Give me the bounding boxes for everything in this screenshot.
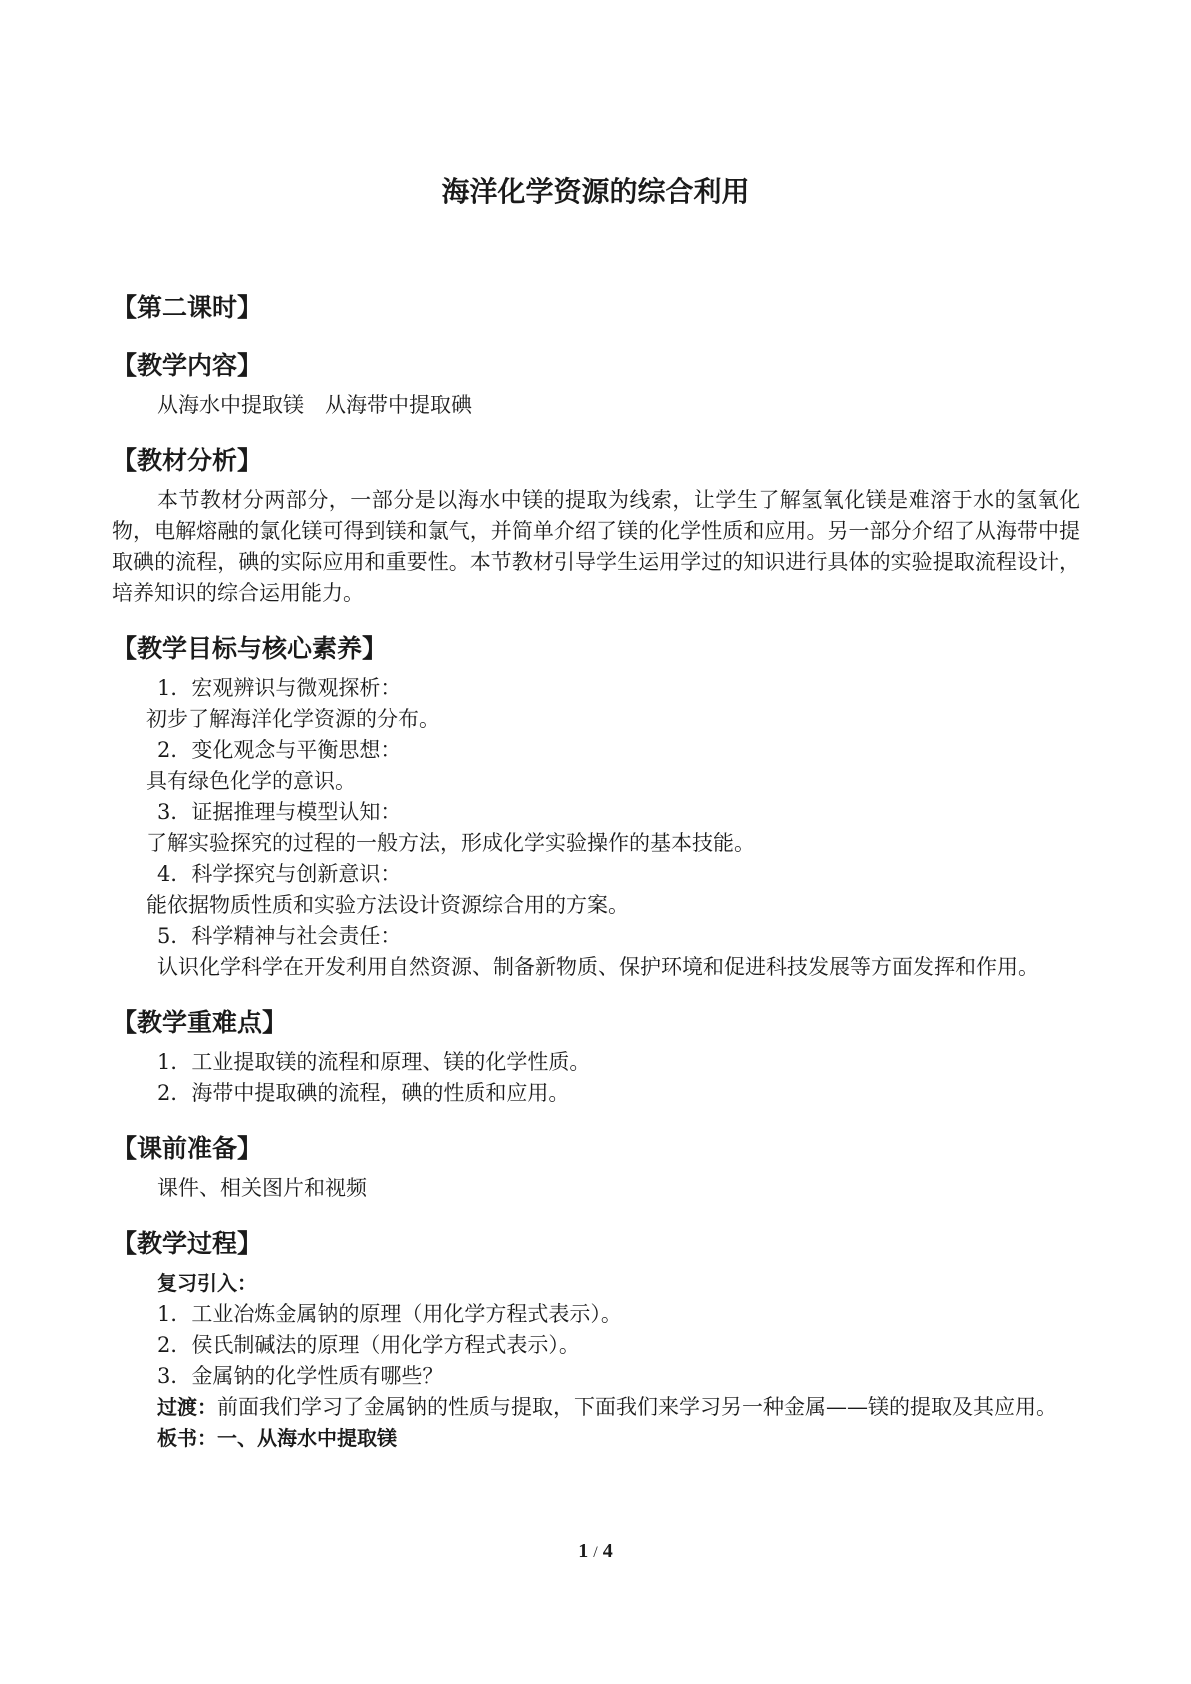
document-title: 海洋化学资源的综合利用 — [441, 175, 750, 208]
document-body — [112, 290, 1080, 1454]
teaching-content-heading: 【教学内容】 — [112, 351, 263, 380]
objectives-list — [112, 673, 1080, 983]
transition-text: 前面我们学习了金属钠的性质与提取，下面我们来学习另一种金属——镁的提取及其应用。 — [217, 1395, 1057, 1419]
objective-label: 4．科学探究与创新意识： — [157, 862, 402, 886]
key-point-item: 2．海带中提取碘的流程，碘的性质和应用。 — [157, 1081, 570, 1105]
objective-desc: 认识化学科学在开发利用自然资源、制备新物质、保护环境和促进科技发展等方面发挥和作用。 — [157, 955, 1039, 979]
review-item: 1．工业冶炼金属钠的原理（用化学方程式表示）。 — [157, 1302, 622, 1326]
board-label: 板书：一、从海水中提取镁 — [157, 1426, 397, 1450]
preparation-heading: 【课前准备】 — [112, 1134, 263, 1163]
key-points-heading: 【教学重难点】 — [112, 1008, 288, 1037]
page-separator: / — [593, 1544, 598, 1561]
material-analysis-heading: 【教材分析】 — [112, 446, 263, 475]
page-number — [0, 1540, 1191, 1563]
lesson-period-heading: 【第二课时】 — [112, 293, 263, 322]
key-point-item: 1．工业提取镁的流程和原理、镁的化学性质。 — [157, 1050, 591, 1074]
objective-desc: 了解实验探究的过程的一般方法，形成化学实验操作的基本技能。 — [146, 831, 755, 855]
objective-desc: 具有绿色化学的意识。 — [146, 769, 356, 793]
review-item: 2．侯氏制碱法的原理（用化学方程式表示）。 — [157, 1333, 580, 1357]
review-label-text: 复习引入： — [157, 1271, 257, 1295]
objectives-heading: 【教学目标与核心素养】 — [112, 634, 388, 663]
objective-label: 5．科学精神与社会责任： — [157, 924, 402, 948]
objective-label: 2．变化观念与平衡思想： — [157, 738, 402, 762]
preparation-text: 课件、相关图片和视频 — [157, 1176, 367, 1200]
board-line — [112, 1423, 1080, 1454]
objective-desc: 初步了解海洋化学资源的分布。 — [146, 707, 440, 731]
review-label — [112, 1268, 1080, 1299]
objective-label: 3．证据推理与模型认知： — [157, 800, 402, 824]
objective-desc: 能依据物质性质和实验方法设计资源综合用的方案。 — [146, 893, 629, 917]
current-page: 1 — [578, 1540, 589, 1562]
total-pages: 4 — [602, 1540, 613, 1562]
transition-paragraph — [112, 1392, 1080, 1423]
teaching-content-text: 从海水中提取镁 从海带中提取碘 — [157, 393, 472, 417]
process-heading: 【教学过程】 — [112, 1229, 263, 1258]
review-item: 3．金属钠的化学性质有哪些？ — [157, 1364, 444, 1388]
transition-label: 过渡： — [157, 1395, 217, 1419]
material-analysis-text: 本节教材分两部分，一部分是以海水中镁的提取为线索，让学生了解氢氧化镁是难溶于水的氢氧化物，电解熔融的氯化镁可得到镁和氯气，并简单介绍了镁的化学性质和应用。另一部分介绍了从海带中提取碘的流程，碘的实际应用和重要性。本节教材引导学生运用学过的知识进行具体的实验提取流程设计，培养知识的综合运用能力。 — [112, 488, 1080, 605]
objective-label: 1．宏观辨识与微观探析： — [157, 676, 402, 700]
